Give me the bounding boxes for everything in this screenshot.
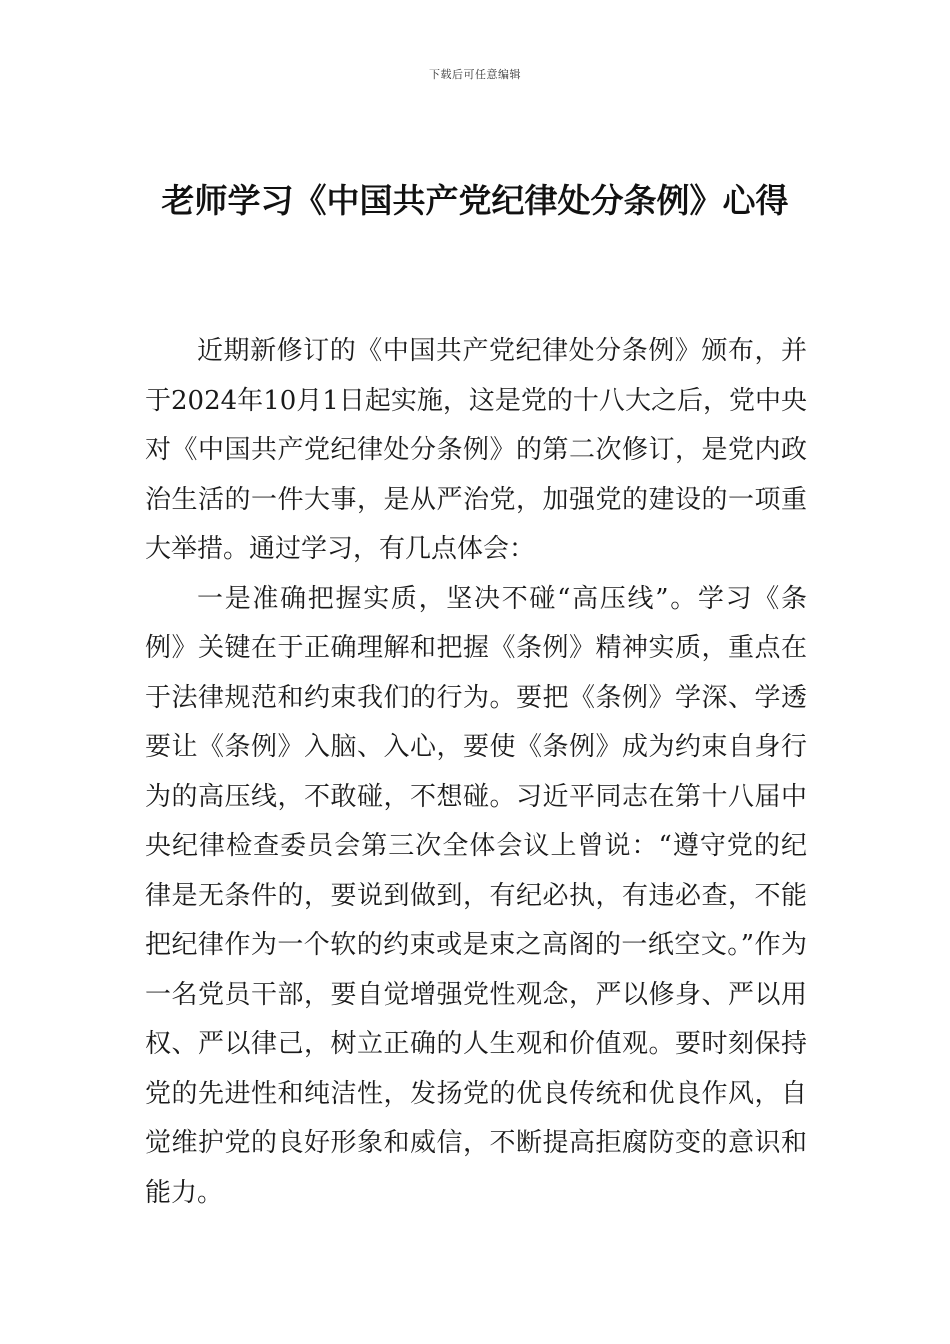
- paragraph-point-one: 一是准确把握实质，坚决不碰“高压线”。学习《条例》关键在于正确理解和把握《条例》精神实质，重点在于法律规范和约束我们的行为。要把《条例》学深、学透要让《条例》入脑、入心，要使《条例》成为约束自身行为的高压线，不敢碰，不想碰。习近平同志在第十八届中央纪律检查委员会第三次全体会议上曾说：“遵守党的纪律是无条件的，要说到做到，有纪必执，有违必查，不能把纪律作为一个软的约束或是束之高阁的一纸空文。”作为一名党员干部，要自觉增强党性观念，严以修身、严以用权、严以律己，树立正确的人生观和价值观。要时刻保持党的先进性和纯洁性，发扬党的优良传统和优良作风，自觉维护党的良好形象和威信，不断提高拒腐防变的意识和能力。: [145, 583, 807, 1208]
- document-title: 老师学习《中国共产党纪律处分条例》心得: [161, 181, 789, 220]
- header-note: 下载后可任意编辑: [429, 68, 521, 81]
- paragraph-intro: 近期新修订的《中国共产党纪律处分条例》颁布，并于2024年10月1日起实施，这是党的十八大之后，党中央对《中国共产党纪律处分条例》的第二次修订，是党内政治生活的一件大事，是从严治党，加强党的建设的一项重大举措。通过学习，有几点体会：: [145, 336, 807, 564]
- document-body: [145, 327, 807, 1218]
